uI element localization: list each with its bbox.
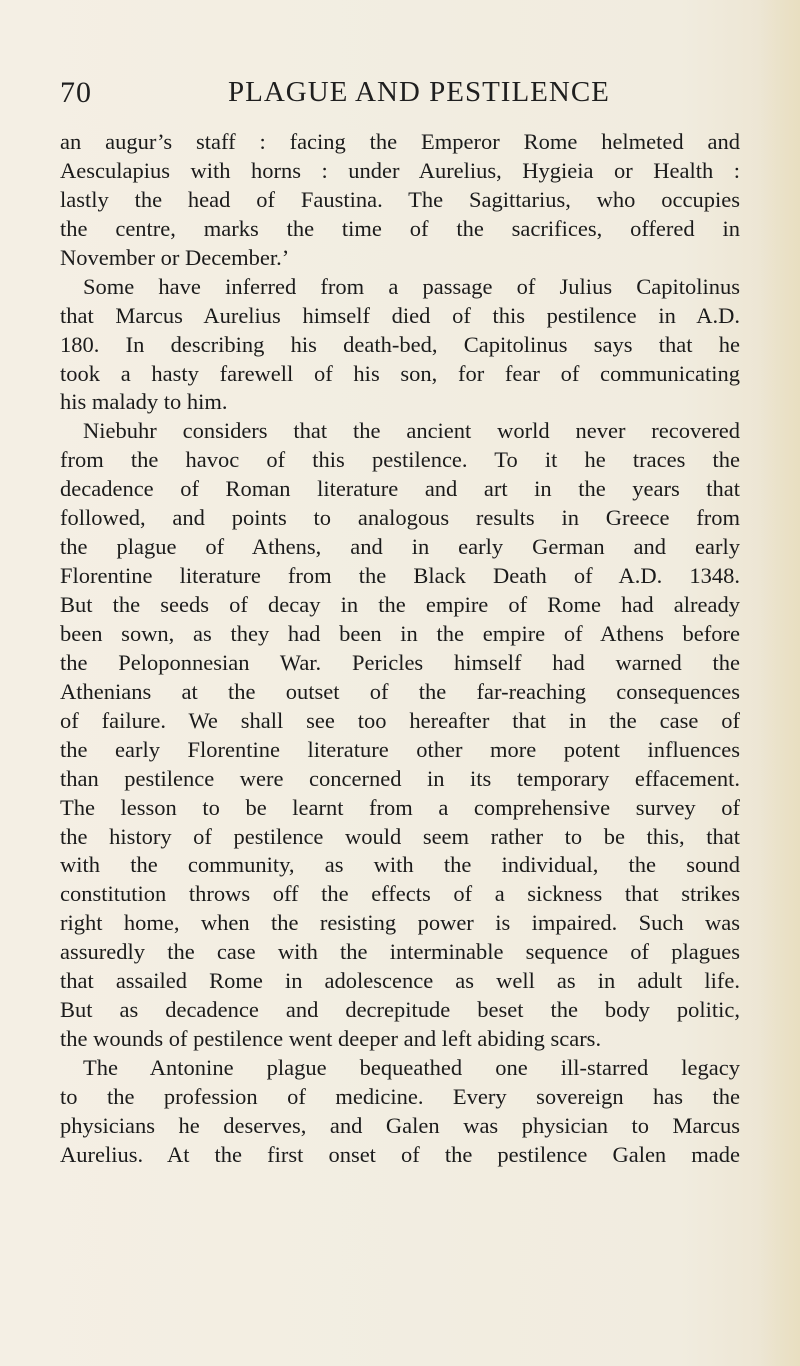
page-header [60, 76, 740, 116]
text-line: Some have inferred from a passage of Julius Capitolinus [83, 273, 740, 299]
text-line: from the havoc of this pestilence. To it he traces the [60, 447, 740, 473]
text-line: the Peloponnesian War. Pericles himself had warned the [60, 649, 740, 675]
text-line: But as decadence and decrepitude beset the body politic, [60, 997, 740, 1023]
text-line: to the profession of medicine. Every sovereign has the [60, 1083, 740, 1109]
page-edge-shadow [758, 0, 800, 1366]
text-line: The Antonine plague bequeathed one ill-starred legacy [83, 1055, 740, 1080]
text-line: 180. In describing his death-bed, Capitolinus says that he [60, 331, 740, 357]
text-line: took a hasty farewell of his son, for fear of communicating [60, 360, 740, 386]
text-line: lastly the head of Faustina. The Sagittarius, who occupies [60, 186, 740, 212]
text-line: Niebuhr considers that the ancient world never recovered [83, 418, 740, 444]
text-line: the early Florentine literature other more potent influences [60, 736, 740, 762]
body-text [60, 128, 740, 1170]
text-line: November or December.’ [60, 244, 290, 270]
text-line: that assailed Rome in adolescence as well as in adult life. [60, 968, 740, 994]
text-line: physicians he deserves, and Galen was physician to Marcus [60, 1112, 740, 1138]
text-line: than pestilence were concerned in its temporary effacement. [60, 765, 740, 791]
text-line: that Marcus Aurelius himself died of this pestilence in A.D. [60, 302, 740, 328]
text-line: The lesson to be learnt from a comprehensive survey of [60, 794, 740, 820]
text-line: Aesculapius with horns : under Aurelius, Hygieia or Health : [60, 157, 740, 183]
text-line: assuredly the case with the interminable sequence of plagues [60, 939, 740, 965]
text-line: Florentine literature from the Black Death of A.D. 1348. [60, 563, 740, 589]
text-line: followed, and points to analogous results in Greece from [60, 505, 740, 531]
text-line: his malady to him. [60, 389, 228, 415]
text-line: right home, when the resisting power is impaired. Such was [60, 910, 740, 936]
text-line: Athenians at the outset of the far-reaching consequences [60, 678, 740, 704]
text-line: But the seeds of decay in the empire of Rome had already [60, 592, 740, 617]
text-line: Aurelius. At the first onset of the pestilence Galen made [60, 1141, 740, 1167]
page-number: 70 [60, 76, 92, 109]
text-line: an augur’s staff : facing the Emperor Rome helmeted and [60, 129, 740, 154]
text-line: the plague of Athens, and in early German and early [60, 534, 740, 560]
text-line: been sown, as they had been in the empire of Athens before [60, 620, 740, 646]
text-line: the wounds of pestilence went deeper and left abiding scars. [60, 1026, 602, 1052]
text-line: with the community, as with the individual, the sound [60, 852, 740, 878]
running-head: PLAGUE AND PESTILENCE [228, 76, 610, 108]
text-line: constitution throws off the effects of a sickness that strikes [60, 881, 740, 907]
text-line: the centre, marks the time of the sacrifices, offered in [60, 215, 740, 241]
text-line: decadence of Roman literature and art in the years that [60, 476, 740, 502]
text-line: of failure. We shall see too hereafter that in the case of [60, 707, 740, 733]
text-line: the history of pestilence would seem rather to be this, that [60, 823, 740, 849]
